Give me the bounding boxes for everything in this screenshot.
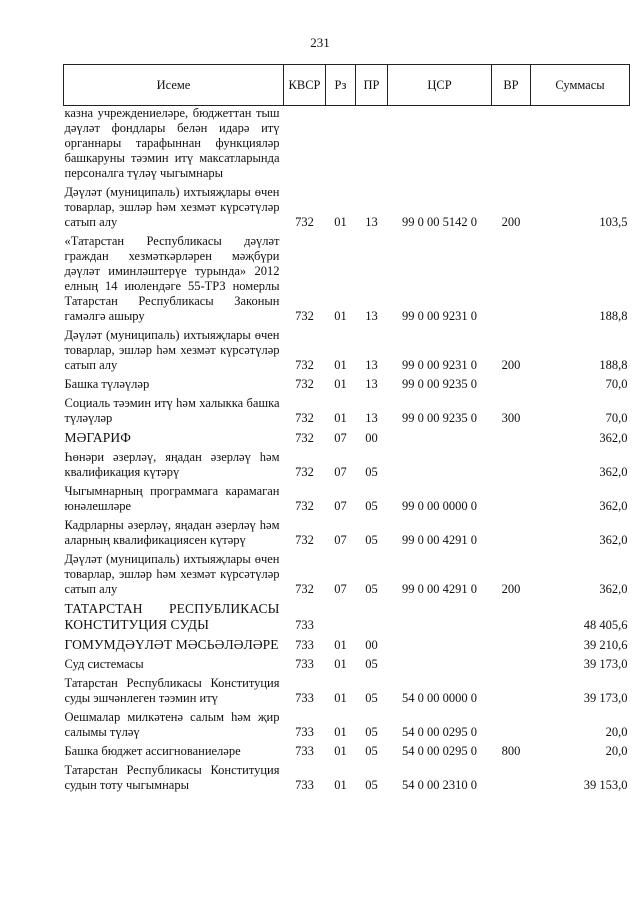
cell-rz: 01 bbox=[334, 691, 347, 705]
cell-name: Һөнәри әзерләү, яңадан әзерләү һәм квалификация күтәрү bbox=[64, 450, 280, 479]
cell-vr bbox=[492, 373, 531, 392]
cell-pr bbox=[356, 597, 388, 633]
cell-vr: 800 bbox=[501, 744, 521, 758]
cell-vr bbox=[492, 653, 531, 672]
cell-rz bbox=[326, 597, 356, 633]
cell-pr: 05 bbox=[365, 691, 378, 705]
cell-pr: 13 bbox=[365, 377, 378, 391]
header-pr: ПР bbox=[356, 65, 388, 106]
table-row bbox=[64, 392, 630, 426]
cell-sum: 20,0 bbox=[605, 725, 628, 739]
cell-vr bbox=[492, 706, 531, 740]
table-row bbox=[64, 230, 630, 324]
cell-sum: 188,8 bbox=[599, 309, 628, 323]
cell-name: Татарстан Республикасы Конституция суды эшчәнлеген тәэмин итү bbox=[64, 676, 280, 705]
cell-vr: 200 bbox=[501, 215, 521, 229]
cell-name: ГОМУМДӘҮЛӘТ МӘСЬӘЛӘЛӘРЕ bbox=[64, 637, 279, 652]
cell-name: Социаль тәэмин итү һәм халыкка башка түләүләр bbox=[64, 396, 280, 425]
cell-csr bbox=[388, 446, 492, 480]
cell-kvsr: 732 bbox=[295, 533, 314, 547]
cell-sum: 362,0 bbox=[599, 465, 628, 479]
cell-sum: 39 173,0 bbox=[583, 691, 628, 705]
cell-csr: 54 0 00 0000 0 bbox=[402, 691, 477, 705]
cell-kvsr: 732 bbox=[295, 431, 314, 445]
header-sum: Суммасы bbox=[531, 65, 630, 106]
cell-pr: 05 bbox=[365, 582, 378, 596]
cell-name: Дәүләт (муниципаль) ихтыяҗлары өчен товарлар, эшләр һәм хезмәт күрсәтүләр сатып алу bbox=[64, 552, 280, 596]
cell-pr: 05 bbox=[365, 725, 378, 739]
cell-csr: 99 0 00 5142 0 bbox=[402, 215, 477, 229]
table-row bbox=[64, 426, 630, 446]
cell-vr bbox=[492, 633, 531, 653]
table-row bbox=[64, 446, 630, 480]
cell-csr: 99 0 00 4291 0 bbox=[402, 582, 477, 596]
cell-sum: 362,0 bbox=[599, 499, 628, 513]
cell-vr: 200 bbox=[501, 358, 521, 372]
cell-sum: 70,0 bbox=[605, 411, 628, 425]
cell-rz: 07 bbox=[334, 533, 347, 547]
cell-kvsr: 732 bbox=[295, 411, 314, 425]
cell-pr: 13 bbox=[365, 358, 378, 372]
cell-rz bbox=[326, 106, 356, 182]
cell-csr bbox=[388, 106, 492, 182]
cell-rz: 07 bbox=[334, 499, 347, 513]
table-row bbox=[64, 759, 630, 793]
cell-csr bbox=[388, 633, 492, 653]
cell-name: Кадрларны әзерләү, яңадан әзерләү һәм аларның квалификациясен күтәрү bbox=[64, 518, 280, 547]
table-row bbox=[64, 373, 630, 392]
cell-vr bbox=[492, 426, 531, 446]
cell-kvsr: 732 bbox=[295, 358, 314, 372]
cell-csr bbox=[388, 597, 492, 633]
cell-kvsr: 732 bbox=[295, 309, 314, 323]
cell-kvsr: 732 bbox=[295, 582, 314, 596]
cell-kvsr: 732 bbox=[295, 377, 314, 391]
cell-kvsr: 732 bbox=[295, 465, 314, 479]
cell-sum: 188,8 bbox=[599, 358, 628, 372]
cell-vr bbox=[492, 672, 531, 706]
cell-sum: 362,0 bbox=[599, 582, 628, 596]
header-kvsr: КВСР bbox=[284, 65, 326, 106]
cell-kvsr: 732 bbox=[295, 215, 314, 229]
cell-kvsr: 733 bbox=[295, 657, 314, 671]
cell-sum: 362,0 bbox=[599, 431, 628, 445]
cell-vr bbox=[492, 480, 531, 514]
cell-name: Чыгымнарның программага карамаган юнәлешләре bbox=[64, 484, 280, 513]
cell-vr bbox=[492, 106, 531, 182]
table-row bbox=[64, 548, 630, 597]
cell-pr: 00 bbox=[365, 431, 378, 445]
cell-vr bbox=[492, 597, 531, 633]
cell-csr: 54 0 00 0295 0 bbox=[402, 725, 477, 739]
cell-name: Суд системасы bbox=[64, 657, 144, 671]
cell-rz: 07 bbox=[334, 582, 347, 596]
cell-vr: 300 bbox=[501, 411, 521, 425]
table-row bbox=[64, 480, 630, 514]
cell-name: Дәүләт (муниципаль) ихтыяҗлары өчен товарлар, эшләр һәм хезмәт күрсәтүләр сатып алу bbox=[64, 328, 280, 372]
cell-csr: 99 0 00 9235 0 bbox=[402, 377, 477, 391]
cell-rz: 01 bbox=[334, 377, 347, 391]
cell-vr bbox=[492, 514, 531, 548]
cell-sum: 20,0 bbox=[605, 744, 628, 758]
table-row bbox=[64, 672, 630, 706]
budget-table bbox=[63, 64, 630, 793]
cell-rz: 01 bbox=[334, 411, 347, 425]
header-rz: Рз bbox=[326, 65, 356, 106]
table-row bbox=[64, 324, 630, 373]
cell-csr: 99 0 00 4291 0 bbox=[402, 533, 477, 547]
cell-name: ТАТАРСТАН РЕСПУБЛИКАСЫ КОНСТИТУЦИЯ СУДЫ bbox=[64, 601, 280, 632]
cell-pr: 05 bbox=[365, 499, 378, 513]
cell-csr: 54 0 00 0295 0 bbox=[402, 744, 477, 758]
cell-csr bbox=[388, 426, 492, 446]
header-csr: ЦСР bbox=[388, 65, 492, 106]
cell-rz: 01 bbox=[334, 358, 347, 372]
cell-csr: 99 0 00 9231 0 bbox=[402, 358, 477, 372]
cell-pr: 05 bbox=[365, 778, 378, 792]
cell-pr: 13 bbox=[365, 215, 378, 229]
table-row bbox=[64, 633, 630, 653]
cell-csr bbox=[388, 653, 492, 672]
cell-kvsr: 733 bbox=[295, 725, 314, 739]
cell-rz: 01 bbox=[334, 638, 347, 652]
cell-kvsr: 732 bbox=[295, 499, 314, 513]
cell-rz: 01 bbox=[334, 657, 347, 671]
cell-rz: 07 bbox=[334, 431, 347, 445]
cell-kvsr: 733 bbox=[295, 778, 314, 792]
cell-csr: 99 0 00 0000 0 bbox=[402, 499, 477, 513]
header-name: Исеме bbox=[64, 65, 284, 106]
cell-kvsr: 733 bbox=[295, 691, 314, 705]
cell-kvsr: 733 bbox=[295, 618, 314, 632]
cell-csr: 54 0 00 2310 0 bbox=[402, 778, 477, 792]
cell-pr: 05 bbox=[365, 533, 378, 547]
cell-pr: 05 bbox=[365, 744, 378, 758]
cell-rz: 01 bbox=[334, 215, 347, 229]
cell-pr: 05 bbox=[365, 465, 378, 479]
cell-rz: 01 bbox=[334, 309, 347, 323]
table-row bbox=[64, 181, 630, 230]
cell-name: Башка бюджет ассигнованиеләре bbox=[64, 744, 241, 758]
cell-rz: 07 bbox=[334, 465, 347, 479]
cell-kvsr bbox=[284, 106, 326, 182]
cell-sum: 70,0 bbox=[605, 377, 628, 391]
page-number: 231 bbox=[310, 35, 330, 50]
cell-sum: 39 173,0 bbox=[583, 657, 628, 671]
cell-rz: 01 bbox=[334, 744, 347, 758]
cell-name: Башка түләүләр bbox=[64, 377, 150, 391]
cell-pr: 13 bbox=[365, 411, 378, 425]
cell-vr bbox=[492, 446, 531, 480]
cell-pr: 05 bbox=[365, 657, 378, 671]
cell-csr: 99 0 00 9235 0 bbox=[402, 411, 477, 425]
cell-sum: 362,0 bbox=[599, 533, 628, 547]
cell-sum: 103,5 bbox=[599, 215, 628, 229]
table-row bbox=[64, 514, 630, 548]
cell-name: Оешмалар милкәтенә салым һәм җир салымы түләү bbox=[64, 710, 280, 739]
table-row bbox=[64, 106, 630, 182]
table-row bbox=[64, 653, 630, 672]
cell-vr bbox=[492, 759, 531, 793]
cell-sum: 48 405,6 bbox=[583, 618, 628, 632]
table-row bbox=[64, 740, 630, 759]
table-row bbox=[64, 597, 630, 633]
cell-pr: 13 bbox=[365, 309, 378, 323]
cell-vr: 200 bbox=[501, 582, 521, 596]
cell-csr: 99 0 00 9231 0 bbox=[402, 309, 477, 323]
cell-sum bbox=[531, 106, 630, 182]
header-vr: ВР bbox=[492, 65, 531, 106]
cell-kvsr: 733 bbox=[295, 744, 314, 758]
cell-rz: 01 bbox=[334, 778, 347, 792]
cell-name: казна учреждениеләре, бюджеттан тыш дәүләт фондлары белән идарә итү органнары тарафыннан функцияләр башкаруны тәэмин итү максатларында персоналга түләү чыгымнары bbox=[64, 106, 280, 180]
cell-name: Дәүләт (муниципаль) ихтыяҗлары өчен товарлар, эшләр һәм хезмәт күрсәтүләр сатып алу bbox=[64, 185, 280, 229]
cell-vr bbox=[492, 230, 531, 324]
cell-sum: 39 210,6 bbox=[583, 638, 628, 652]
cell-pr: 00 bbox=[365, 638, 378, 652]
cell-kvsr: 733 bbox=[295, 638, 314, 652]
cell-name: «Татарстан Республикасы дәүләт граждан хезмәткәрләрен мәҗбүри дәүләт иминләштерүе турында» 2012 елның 14 июлендәге 55-ТРЗ номерлы Татарстан Республикасы Законын гамәлгә ашыру bbox=[64, 234, 280, 323]
cell-rz: 01 bbox=[334, 725, 347, 739]
cell-name: МӘГАРИФ bbox=[64, 430, 131, 445]
cell-name: Татарстан Республикасы Конституция судын тоту чыгымнары bbox=[64, 763, 280, 792]
cell-pr bbox=[356, 106, 388, 182]
table-header-row bbox=[64, 65, 630, 106]
cell-sum: 39 153,0 bbox=[583, 778, 628, 792]
table-row bbox=[64, 706, 630, 740]
